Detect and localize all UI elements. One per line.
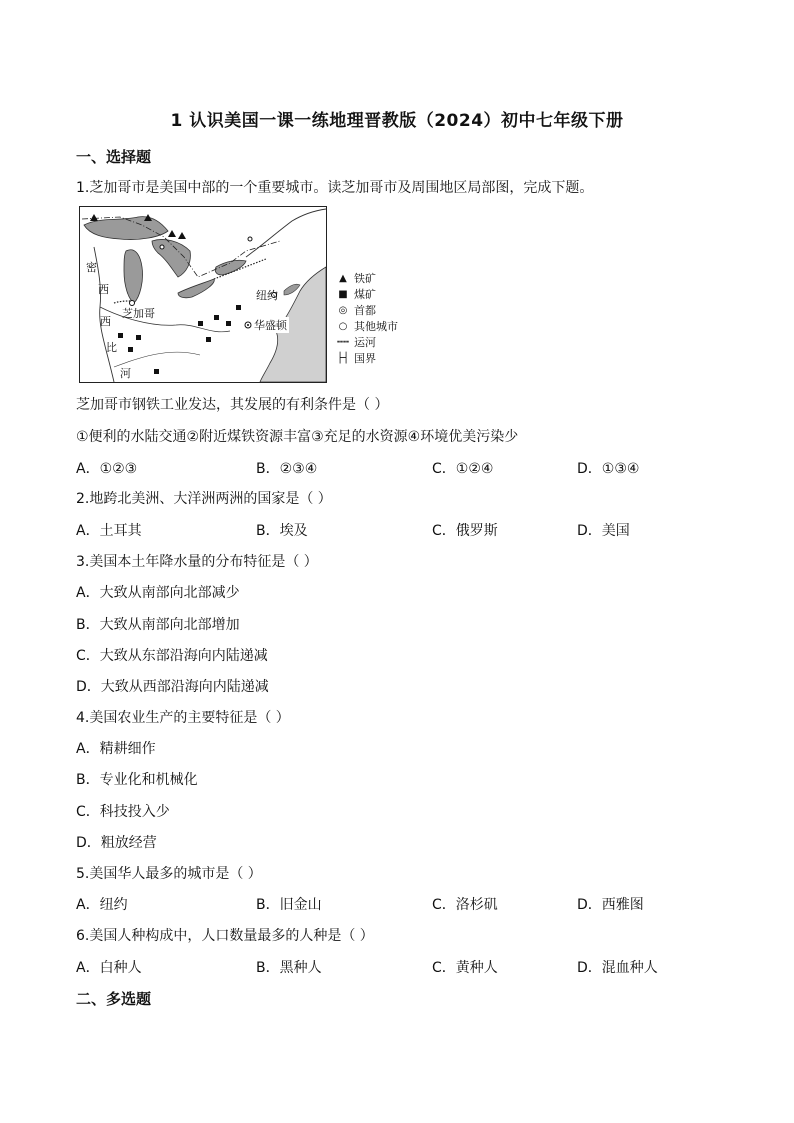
option-b[interactable]: B．②③④ [256,461,318,477]
coal-marker [236,305,241,310]
legend-label: 运河 [354,336,376,349]
option-b[interactable]: B．大致从南部向北部增加 [76,617,240,633]
option-d[interactable]: D．美国 [577,523,630,539]
option-a[interactable]: A．①②③ [76,461,138,477]
legend-label: 煤矿 [354,288,376,301]
option-c[interactable]: C．科技投入少 [76,804,170,820]
map-drawing [80,207,326,382]
question-6-stem: 6.美国人种构成中，人口数量最多的人种是（ ） [76,928,374,944]
coal-marker [154,369,159,374]
legend-row [332,286,398,302]
option-b[interactable]: B．黑种人 [256,960,322,976]
lake-erie [178,279,214,298]
option-c[interactable]: C．大致从东部沿海向内陆递减 [76,648,268,664]
legend-row [332,334,398,350]
legend-row [332,318,398,334]
coal-marker [136,335,141,340]
map-legend [332,270,398,366]
option-a[interactable]: A．大致从南部向北部减少 [76,585,240,601]
map-label-bi: 比 [106,341,117,354]
legend-row [332,302,398,318]
coal-marker [214,315,219,320]
map-label-he: 河 [120,367,131,380]
option-d[interactable]: D．大致从西部沿海向内陆递减 [76,679,269,695]
option-d[interactable]: D．①③④ [577,461,640,477]
coal-marker [226,321,231,326]
question-3-stem: 3.美国本土年降水量的分布特征是（ ） [76,554,318,570]
option-c[interactable]: C．洛杉矶 [432,897,498,913]
option-c[interactable]: C．黄种人 [432,960,498,976]
map-label-washington: 华盛顿 [254,319,287,332]
option-b[interactable]: B．旧金山 [256,897,322,913]
option-c[interactable]: C．①②④ [432,461,494,477]
question-1-sub: 芝加哥市钢铁工业发达，其发展的有利条件是（ ） [76,397,389,413]
chicago-region-map [79,206,327,383]
legend-row [332,270,398,286]
coal-marker [118,333,123,338]
iron-ore-marker [90,214,98,221]
option-d[interactable]: D．西雅图 [577,897,644,913]
canal-icon: ┅┅ [336,336,350,348]
option-a[interactable]: A．土耳其 [76,523,142,539]
map-label-chicago: 芝加哥 [122,307,155,320]
square-icon: ■ [338,288,348,300]
capital-icon: ◎ [338,304,348,316]
legend-label: 国界 [354,352,376,365]
coal-marker [206,337,211,342]
lake-michigan [124,250,143,303]
legend-row [332,350,398,366]
lake-ontario [215,260,246,275]
border-icon: ├┤ [336,352,350,364]
legend-label: 铁矿 [354,272,376,285]
option-c[interactable]: C．俄罗斯 [432,523,498,539]
map-label-xi: 西 [98,283,109,296]
city-icon: ○ [338,320,348,332]
option-a[interactable]: A．白种人 [76,960,142,976]
legend-label: 其他城市 [354,320,398,333]
map-label-mi: 密 [86,261,97,274]
iron-ore-marker [168,230,176,237]
section-heading-single-choice: 一、选择题 [76,148,152,166]
iron-ore-marker [178,232,186,239]
option-a[interactable]: A．精耕细作 [76,741,156,757]
option-d[interactable]: D．混血种人 [577,960,658,976]
option-a[interactable]: A．纽约 [76,897,128,913]
coal-marker [128,347,133,352]
question-1-stem: 1.芝加哥市是美国中部的一个重要城市。读芝加哥市及周围地区局部图，完成下题。 [76,180,594,196]
page-title: 1 认识美国一课一练地理晋教版（2024）初中七年级下册 [170,111,624,131]
coal-marker [198,321,203,326]
map-label-xi: 西 [100,315,111,328]
section-heading-multiple-choice: 二、多选题 [76,990,152,1008]
triangle-icon: ▲ [339,272,347,284]
map-label-newyork: 纽约 [256,289,278,302]
option-b[interactable]: B．埃及 [256,523,308,539]
question-4-stem: 4.美国农业生产的主要特征是（ ） [76,710,290,726]
option-b[interactable]: B．专业化和机械化 [76,772,198,788]
legend-label: 首都 [354,304,376,317]
question-5-stem: 5.美国华人最多的城市是（ ） [76,866,262,882]
question-2-stem: 2.地跨北美洲、大洋洲两洲的国家是（ ） [76,491,332,507]
option-d[interactable]: D．粗放经营 [76,835,157,851]
lake-huron [152,239,190,277]
question-1-conditions: ①便利的水陆交通②附近煤铁资源丰富③充足的水资源④环境优美污染少 [76,429,519,445]
